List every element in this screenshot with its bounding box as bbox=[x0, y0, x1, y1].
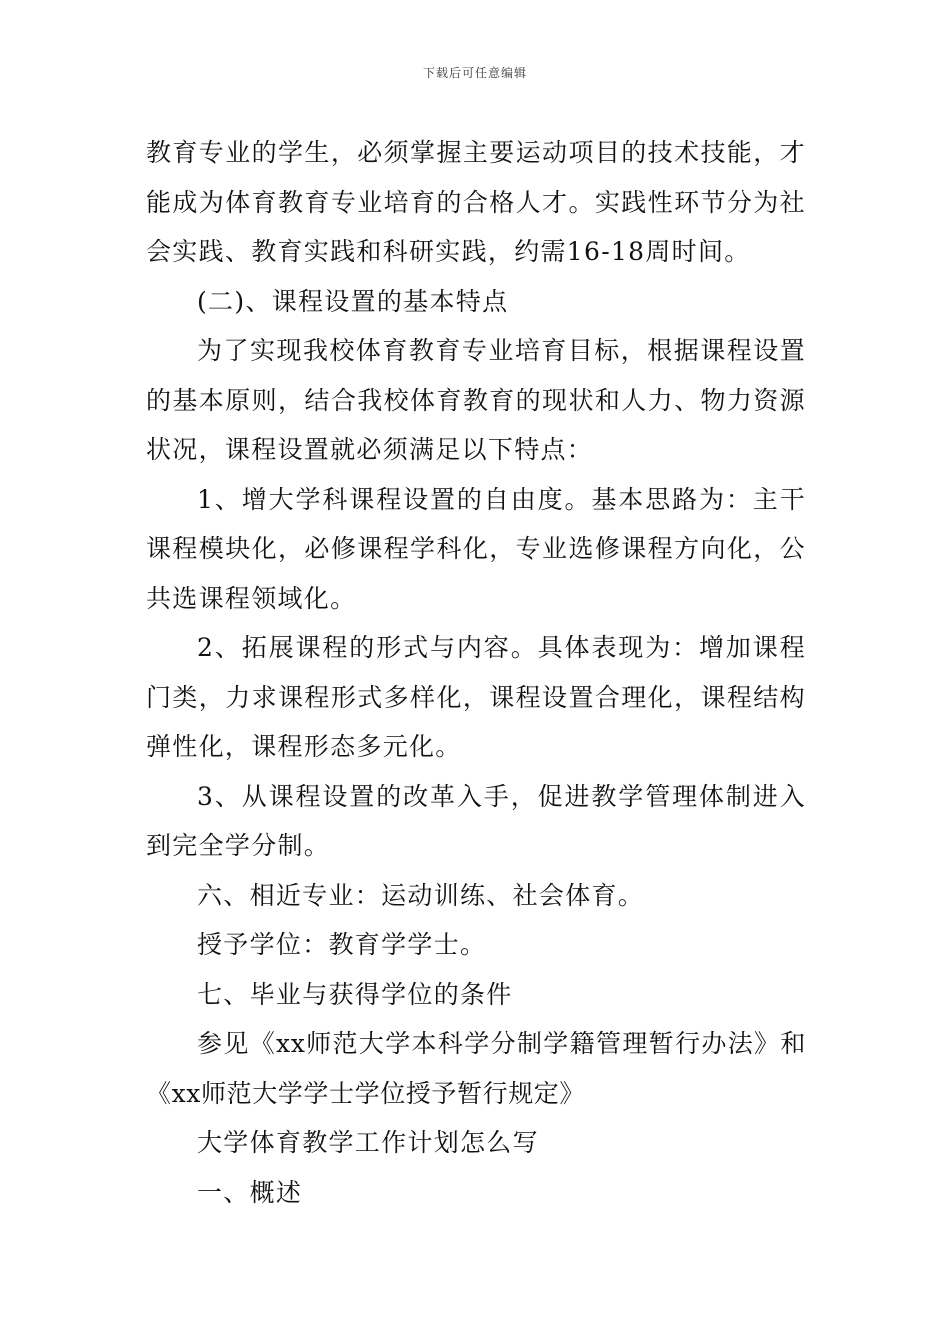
list-item-2: 2、拓展课程的形式与内容。具体表现为：增加课程门类，力求课程形式多样化，课程设置合理化，课程结构弹性化，课程形态多元化。 bbox=[146, 633, 806, 761]
paragraph-degree: 授予学位：教育学学士。 bbox=[197, 930, 487, 959]
heading-teaching-plan: 大学体育教学工作计划怎么写 bbox=[197, 1128, 539, 1157]
list-item-3: 3、从课程设置的改革入手，促进教学管理体制进入到完全学分制。 bbox=[146, 781, 806, 860]
paragraph-references: 参见《xx师范大学本科学分制学籍管理暂行办法》和《xx师范大学学士学位授予暂行规定》 bbox=[146, 1029, 806, 1108]
section-heading-course-features: (二)、课程设置的基本特点 bbox=[197, 286, 509, 316]
page-header-note: 下载后可任意编辑 bbox=[422, 66, 527, 80]
paragraph-practice-intro: 教育专业的学生，必须掌握主要运动项目的技术技能，才能成为体育教育专业培育的合格人才。实践性环节分为社会实践、教育实践和科研实践，约需16-18周时间。 bbox=[146, 138, 806, 266]
section-heading-overview: 一、概述 bbox=[197, 1177, 303, 1207]
section-related-majors: 六、相近专业：运动训练、社会体育。 bbox=[197, 880, 645, 910]
section-heading-graduation: 七、毕业与获得学位的条件 bbox=[197, 979, 513, 1009]
list-item-1: 1、增大学科课程设置的自由度。基本思路为：主干课程模块化，必修课程学科化，专业选修课程方向化，公共选课程领域化。 bbox=[146, 484, 806, 613]
paragraph-course-goals: 为了实现我校体育教育专业培育目标，根据课程设置的基本原则，结合我校体育教育的现状和人力、物力资源状况，课程设置就必须满足以下特点： bbox=[146, 336, 806, 464]
document-body bbox=[146, 128, 806, 1217]
